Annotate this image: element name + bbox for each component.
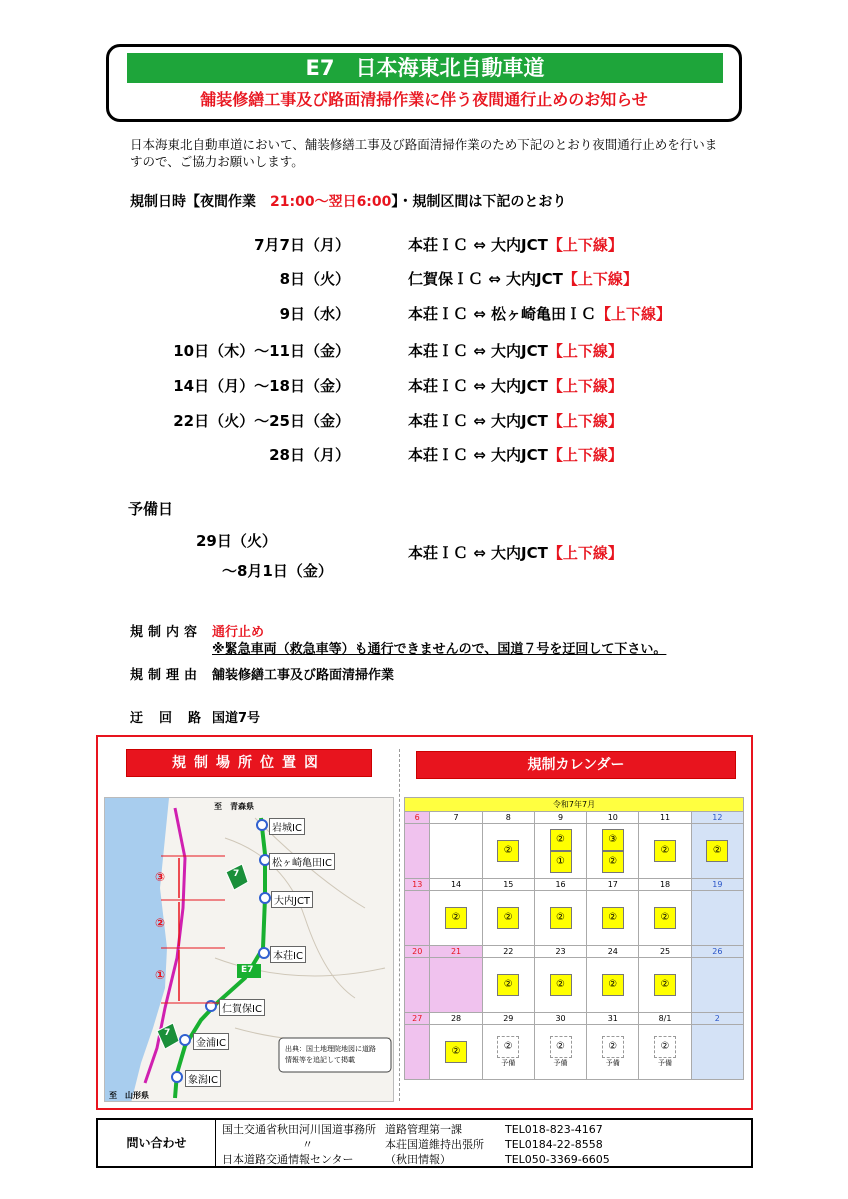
calendar-day-cell (691, 1025, 743, 1080)
contact-row (222, 1136, 603, 1152)
contact-tel: TEL018-823-4167 (505, 1123, 603, 1136)
contact-org: 日本道路交通情報センター (222, 1153, 354, 1166)
ic-marker (257, 820, 267, 830)
contact-row (222, 1151, 610, 1167)
calendar-date-number: 8 (482, 812, 534, 824)
regulation-content-value: 通行止め (212, 625, 265, 640)
calendar-day-cell (587, 824, 639, 879)
regulation-hours: 21:00～翌日6:00 (270, 194, 392, 210)
calendar-date-row (405, 1013, 744, 1025)
calendar-day-cell (430, 958, 482, 1013)
regulation-reason-label: 規制理由 (130, 668, 203, 683)
calendar-date-number: 15 (482, 879, 534, 891)
calendar-date-number: 29 (482, 1013, 534, 1025)
calendar-week-row (405, 1025, 744, 1080)
calendar-section-mark: ② (654, 907, 676, 929)
ic-label-nikaho: 仁賀保IC (219, 999, 265, 1016)
calendar-day-cell (430, 1025, 482, 1080)
calendar-section-mark: ② (602, 851, 624, 873)
route7-shield-number: 7 (164, 1028, 171, 1038)
reserve-date-end: ～8月1日（金） (222, 562, 333, 580)
regulation-reason (130, 664, 394, 683)
calendar-date-number: 31 (587, 1013, 639, 1025)
schedule-route: 本荘ＩＣ ⇔ 大内JCT (408, 377, 548, 395)
calendar-day-cell (405, 891, 430, 946)
regulation-datetime (130, 191, 566, 211)
contact-box (96, 1118, 753, 1168)
calendar-date-number: 9 (534, 812, 586, 824)
schedule-route: 本荘ＩＣ ⇔ 大内JCT (408, 236, 548, 254)
calendar-date-number: 25 (639, 946, 691, 958)
calendar-date-number: 22 (482, 946, 534, 958)
ic-label-honjo: 本荘IC (270, 946, 306, 963)
regulation-datetime-suffix: 】・規制区間は下記のとおり (391, 194, 567, 210)
ic-label-konoura: 金浦IC (193, 1033, 229, 1050)
intro-text: 日本海東北自動車道において、舗装修繕工事及び路面清掃作業のため下記のとおり夜間通行止めを行いますので、ご協力お願いします。 (130, 137, 718, 169)
calendar-day-cell (482, 891, 534, 946)
schedule-direction: 【上下線】 (547, 377, 623, 395)
contact-dept: 道路管理第一課 (385, 1123, 462, 1136)
calendar-date-number: 21 (430, 946, 482, 958)
calendar-month-title: 令和7年7月 (405, 798, 744, 812)
calendar-date-number: 27 (405, 1013, 430, 1025)
calendar-week-row (405, 958, 744, 1013)
calendar-week-row (405, 891, 744, 946)
e7-badge-label: E7 (241, 965, 254, 975)
contact-tel: TEL0184-22-8558 (505, 1138, 603, 1151)
calendar-day-cell (482, 1025, 534, 1080)
contact-label: 問い合わせ (98, 1120, 216, 1166)
calendar-date-number: 12 (691, 812, 743, 824)
calendar-day-cell (534, 891, 586, 946)
calendar-section-mark: ② (602, 974, 624, 996)
map-heading: 規制場所位置図 (126, 749, 372, 777)
regulation-content-label: 規制内容 (130, 625, 203, 640)
calendar-section-mark: ② (550, 907, 572, 929)
calendar-date-number: 24 (587, 946, 639, 958)
ic-marker (259, 948, 269, 958)
calendar-table (404, 797, 744, 1080)
schedule-route: 本荘ＩＣ ⇔ 大内JCT (408, 342, 548, 360)
page-title: E7 日本海東北自動車道 (127, 53, 723, 83)
calendar-date-number: 11 (639, 812, 691, 824)
reserve-date-start: 29日（火） (196, 532, 277, 550)
section-mark-1: ① (155, 968, 166, 982)
calendar-day-cell (430, 891, 482, 946)
calendar-reserve-label: 予備 (605, 1059, 620, 1067)
calendar-section-mark: ② (497, 907, 519, 929)
regulation-datetime-prefix: 規制日時【夜間作業 (130, 194, 270, 210)
schedule-date: 9日（水） (279, 305, 350, 323)
sea-area (105, 798, 169, 1102)
calendar-day-cell (405, 958, 430, 1013)
calendar-date-number: 14 (430, 879, 482, 891)
calendar-date-number: 18 (639, 879, 691, 891)
calendar-date-number: 2 (691, 1013, 743, 1025)
calendar-section-mark: ② (654, 840, 676, 862)
calendar-date-number: 23 (534, 946, 586, 958)
calendar-section-mark: ② (706, 840, 728, 862)
schedule-date: 28日（月） (269, 446, 350, 464)
calendar-day-cell (430, 824, 482, 879)
schedule-route: 本荘ＩＣ ⇔ 大内JCT (408, 412, 548, 430)
schedule-route: 本荘ＩＣ ⇔ 大内JCT (408, 446, 548, 464)
schedule-route: 本荘ＩＣ ⇔ 松ヶ崎亀田ＩＣ (408, 305, 597, 323)
reserve-heading: 予備日 (128, 500, 174, 518)
calendar-date-number: 17 (587, 879, 639, 891)
schedule-date: 10日（木）～11日（金） (173, 342, 350, 360)
source-note-line2: 情報等を追記して掲載 (285, 1056, 355, 1064)
detour (130, 707, 260, 726)
schedule-direction: 【上下線】 (562, 270, 638, 288)
reserve-route: 本荘ＩＣ ⇔ 大内JCT (408, 544, 548, 562)
section-mark-3: ③ (155, 870, 166, 884)
calendar-day-cell (691, 891, 743, 946)
source-note-line1: 出典：国土地理院地図に道路 (285, 1045, 376, 1053)
calendar-day-cell (691, 824, 743, 879)
calendar-day-cell (405, 824, 430, 879)
calendar-heading: 規制カレンダー (416, 751, 736, 779)
calendar-date-number: 28 (430, 1013, 482, 1025)
calendar-day-cell (482, 958, 534, 1013)
calendar-day-cell (534, 1025, 586, 1080)
calendar-day-cell (691, 958, 743, 1013)
schedule-date: 8日（火） (279, 270, 350, 288)
ic-marker (180, 1035, 190, 1045)
expressway-line (175, 818, 265, 1098)
contact-org: 国土交通省秋田河川国道事務所 (222, 1123, 376, 1136)
schedule-direction: 【上下線】 (547, 412, 623, 430)
figure-divider (399, 749, 400, 1101)
calendar-body (405, 812, 744, 1080)
calendar-day-cell (639, 1025, 691, 1080)
calendar-date-number: 19 (691, 879, 743, 891)
ic-label-matsugasaki: 松ヶ崎亀田IC (269, 853, 335, 870)
calendar-date-number: 26 (691, 946, 743, 958)
schedule-date: 22日（火）～25日（金） (173, 412, 350, 430)
location-map (104, 797, 394, 1102)
calendar-date-number: 13 (405, 879, 430, 891)
header-box (106, 44, 742, 122)
calendar-reserve-label: 予備 (658, 1059, 673, 1067)
schedule-direction: 【上下線】 (596, 305, 672, 323)
reserve-direction: 【上下線】 (547, 544, 623, 562)
calendar-week-row (405, 824, 744, 879)
calendar-date-number: 30 (534, 1013, 586, 1025)
contact-tel: TEL050-3369-6605 (505, 1153, 610, 1166)
calendar-day-cell (534, 958, 586, 1013)
ic-label-ouchi-jct: 大内JCT (271, 891, 313, 908)
to-yamagata-label: 至 山形県 (109, 1091, 149, 1100)
calendar-section-mark: ② (497, 840, 519, 862)
calendar-section-mark: ③ (602, 829, 624, 851)
detour-label: 迂回路 (130, 711, 218, 726)
route7-shield-number: 7 (233, 869, 240, 879)
calendar-date-number: 7 (430, 812, 482, 824)
calendar-section-mark: ② (550, 829, 572, 851)
regulation-calendar (404, 797, 744, 1097)
calendar-reserve-label: 予備 (553, 1059, 568, 1067)
calendar-section-mark: ② (550, 974, 572, 996)
calendar-date-number: 6 (405, 812, 430, 824)
calendar-day-cell (587, 891, 639, 946)
schedule-direction: 【上下線】 (547, 446, 623, 464)
calendar-day-cell (587, 958, 639, 1013)
figure-frame (96, 735, 753, 1110)
calendar-section-mark: ② (602, 1036, 624, 1058)
calendar-date-row (405, 946, 744, 958)
page-subtitle: 舗装修繕工事及び路面清掃作業に伴う夜間通行止めのお知らせ (200, 90, 648, 109)
regulation-note: ※緊急車両（救急車等）も通行できませんので、国道７号を迂回して下さい。 (212, 642, 667, 657)
section-mark-2: ② (155, 916, 166, 930)
ic-marker (260, 893, 270, 903)
ic-marker (172, 1072, 182, 1082)
contact-dept: （秋田情報） (385, 1153, 451, 1166)
calendar-section-mark: ② (654, 974, 676, 996)
calendar-reserve-label: 予備 (501, 1059, 516, 1067)
schedule-date: 7月7日（月） (254, 236, 350, 254)
calendar-section-mark: ① (550, 851, 572, 873)
calendar-section-mark: ② (602, 907, 624, 929)
to-aomori-label: 至 青森県 (214, 802, 254, 811)
schedule-route: 仁賀保ＩＣ ⇔ 大内JCT (408, 270, 563, 288)
calendar-section-mark: ② (550, 1036, 572, 1058)
schedule-date: 14日（月）～18日（金） (173, 377, 350, 395)
regulation-reason-value: 舗装修繕工事及び路面清掃作業 (212, 668, 395, 683)
calendar-date-row (405, 879, 744, 891)
calendar-section-mark: ② (445, 1041, 467, 1063)
reserve-route-row (408, 542, 623, 563)
ic-label-kisakata: 象潟IC (185, 1070, 221, 1087)
calendar-day-cell (534, 824, 586, 879)
contact-dept: 本荘国道維持出張所 (385, 1138, 484, 1151)
calendar-day-cell (405, 1025, 430, 1080)
calendar-date-number: 8/1 (639, 1013, 691, 1025)
calendar-date-number: 10 (587, 812, 639, 824)
calendar-date-row (405, 812, 744, 824)
schedule-direction: 【上下線】 (547, 236, 623, 254)
calendar-section-mark: ② (497, 1036, 519, 1058)
contact-row (222, 1121, 603, 1137)
calendar-date-number: 20 (405, 946, 430, 958)
schedule-direction: 【上下線】 (547, 342, 623, 360)
calendar-day-cell (639, 824, 691, 879)
calendar-day-cell (639, 891, 691, 946)
calendar-section-mark: ② (445, 907, 467, 929)
calendar-day-cell (482, 824, 534, 879)
detour-value: 国道7号 (212, 711, 261, 726)
calendar-day-cell (587, 1025, 639, 1080)
calendar-section-mark: ② (654, 1036, 676, 1058)
contact-org: 〃 (302, 1138, 313, 1151)
calendar-section-mark: ② (497, 974, 519, 996)
calendar-date-number: 16 (534, 879, 586, 891)
calendar-day-cell (639, 958, 691, 1013)
ic-label-iwaki: 岩城IC (269, 818, 305, 835)
